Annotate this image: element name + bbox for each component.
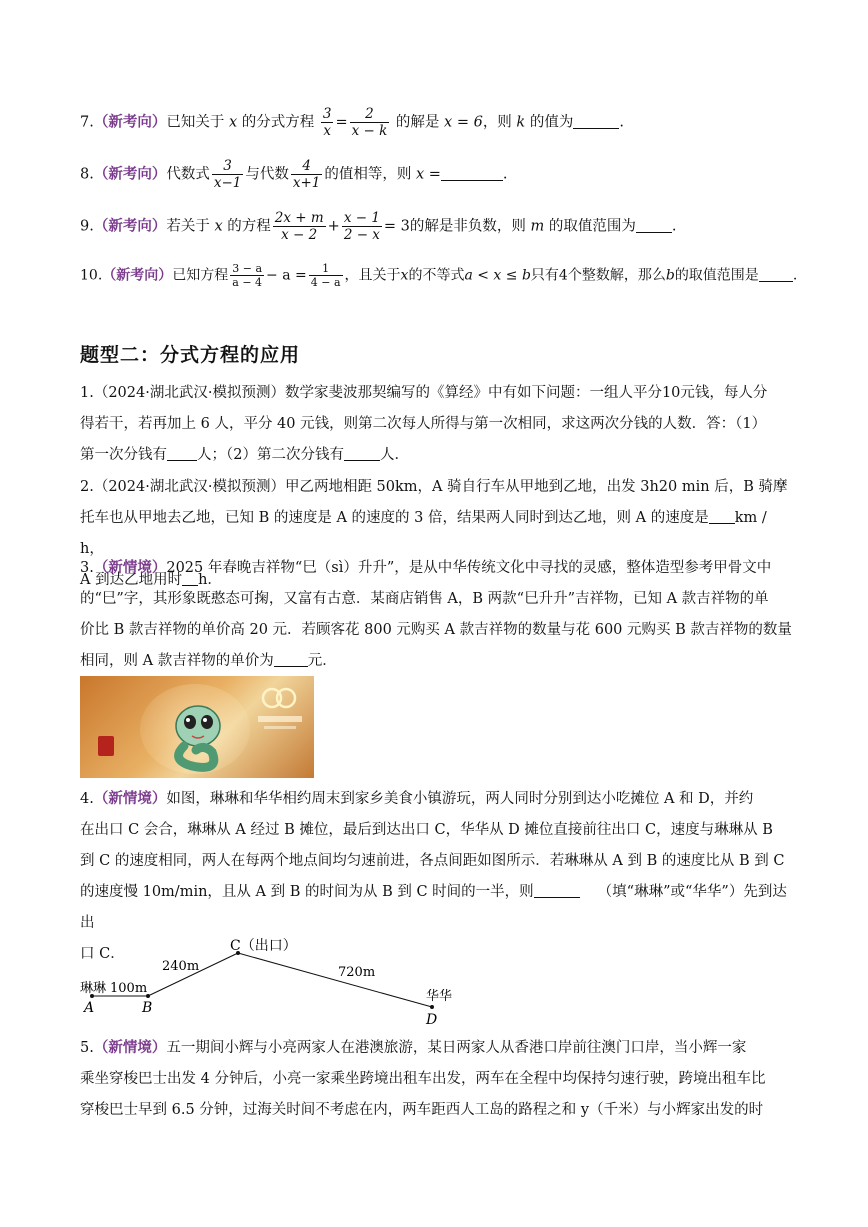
fraction [321, 106, 334, 139]
problem-text: 的方程 [227, 218, 271, 235]
variable: b [665, 267, 675, 284]
problem-text: ，且关于 [344, 267, 401, 284]
label-exit-c: C（出口） [230, 938, 297, 954]
problem-number: 10. [80, 267, 103, 284]
question-text: 口 C． [80, 946, 125, 962]
snake-mascot-illustration [80, 676, 314, 778]
question-text-line [80, 552, 795, 584]
fraction [212, 158, 244, 191]
question-text: 穿梭巴士早到 6.5 分钟，过海关时间不考虑在内，两车距西人工岛的路程之和 y（千米）与小辉家出发的时 [80, 1102, 764, 1118]
question-1 [80, 378, 795, 471]
equals-sign: = 3 [383, 218, 410, 235]
equals-sign: = [335, 114, 348, 131]
denominator: x [323, 123, 331, 139]
question-text: 价比 B 款吉祥物的单价高 20 元．若顾客花 800 元购买 A 款吉祥物的数量与花 600 元购买 B 款吉祥物的数量 [80, 622, 792, 638]
question-tag: （新情境） [93, 1039, 167, 1056]
problem-text: 的不等式 [408, 267, 465, 284]
problem-text: 的取值范围为 [548, 218, 636, 235]
question-text: 人；（2）第二次分钱有 [197, 447, 344, 463]
answer-blank[interactable] [636, 218, 672, 233]
question-text: 2025 年春晚吉祥物“巳（sì）升升”，是从中华传统文化中寻找的灵感，整体造型参考甲骨文中 [166, 560, 772, 576]
denominator: a − 4 [232, 276, 263, 289]
problem-text: 已知方程 [172, 267, 229, 284]
denominator: 4 − a [310, 276, 341, 289]
question-tag: （新情境） [93, 790, 167, 807]
problem-tag: （新考向） [93, 165, 167, 183]
denominator: x − 2 [281, 227, 318, 243]
question-text: 托车也从甲地去乙地，已知 B 的速度是 A 的速度的 3 倍，结果两人同时到达乙地，则 A 的速度是 [80, 510, 709, 526]
question-text: 如图，琳琳和华华相约周末到家乡美食小镇游玩，两人同时分别到达小吃摊位 A 和 D，并约 [166, 791, 754, 807]
question-text: A 到达乙地用时 [80, 572, 183, 588]
answer-blank[interactable] [167, 446, 197, 461]
problem-text: ，则 [482, 114, 512, 131]
problem-text: 代数式 [166, 166, 210, 183]
problem-text: 与代数 [245, 166, 289, 183]
fraction [342, 210, 382, 243]
question-text: 元． [307, 653, 337, 669]
question-text: 第一次分钱有 [80, 447, 167, 463]
section-title: 题型二：分式方程的应用 [80, 344, 301, 366]
problem-tag: （新考向） [93, 113, 167, 131]
problem-7 [80, 106, 808, 139]
problem-tag: （新考向） [93, 217, 167, 235]
label-point-a: A [84, 1000, 95, 1016]
route-diagram [80, 930, 500, 1030]
problem-8 [80, 158, 808, 191]
fraction [291, 158, 323, 191]
point-d [430, 1005, 434, 1009]
variable: m [530, 218, 545, 235]
fraction [273, 210, 326, 243]
question-text: 人． [379, 447, 409, 463]
problem-text: 的解是非负数，则 [409, 218, 526, 235]
denominator: x − k [351, 123, 388, 139]
answer-blank[interactable] [709, 509, 735, 524]
problem-9 [80, 210, 808, 243]
fraction [350, 106, 390, 139]
label-linlin: 琳琳 [80, 981, 107, 996]
label-240m: 240m [162, 959, 200, 974]
variable: x [214, 218, 223, 235]
numerator: 2 [350, 106, 390, 123]
period: . [792, 267, 798, 284]
question-tag: （新情境） [93, 559, 167, 576]
problem-text: 的值为 [529, 114, 574, 131]
question-text: 1.（2024·湖北武汉·模拟预测）数学家斐波那契编写的《算经》中有如下问题：一组人平分10元钱，每人分 [80, 385, 768, 401]
problem-text: 的解是 [395, 114, 440, 131]
question-text-line [80, 646, 795, 677]
problem-text: 只有4个整数解，那么 [530, 267, 666, 284]
problem-text: 的值相等，则 [324, 166, 412, 183]
red-seal-stamp [98, 736, 114, 756]
question-3 [80, 552, 795, 677]
label-100m: 100m [110, 981, 148, 996]
variable: x [228, 114, 238, 131]
variable: x = [415, 166, 441, 183]
question-number: 5. [80, 1040, 94, 1056]
question-5 [80, 1032, 795, 1126]
label-point-b: B [142, 1000, 153, 1016]
period: . [619, 114, 624, 131]
question-text: h． [198, 572, 222, 588]
numerator: 2x + m [274, 210, 324, 226]
period: . [502, 166, 508, 183]
label-point-d: D [426, 1012, 438, 1028]
segment-cd [238, 953, 432, 1007]
variable: k [516, 114, 526, 131]
problem-tag: （新考向） [102, 267, 173, 284]
problem-text: 已知关于 [166, 114, 225, 131]
numerator: 3 − a [232, 262, 263, 275]
denominator: 2 − x [343, 227, 380, 243]
problem-10 [80, 262, 808, 289]
question-text-line [80, 1032, 795, 1064]
problem-text: − a = [266, 267, 307, 284]
problem-number: 7. [80, 114, 94, 131]
question-text-line [80, 440, 795, 471]
question-text: （填“琳琳”或“华华”）先到达出 [80, 884, 787, 931]
solution-value: x = 6 [444, 114, 483, 131]
period: . [671, 218, 677, 235]
denominator: x+1 [292, 175, 321, 191]
numerator: 3 [322, 106, 332, 122]
numerator: 3 [212, 158, 244, 175]
label-huahua: 华华 [426, 989, 453, 1004]
problem-number: 8. [80, 166, 94, 183]
problem-number: 9. [80, 218, 94, 235]
question-text: 得若干，若再加上 6 人，平分 40 元钱，则第二次每人所得与第一次相同，求这两次分钱的人数．答：（1） [80, 416, 767, 432]
problem-text: 的取值范围是 [674, 267, 759, 284]
inequality: a < x ≤ b [464, 267, 531, 284]
plus-sign: + [327, 218, 340, 235]
numerator: x − 1 [343, 210, 380, 226]
denominator: x−1 [213, 175, 242, 191]
question-text: 相同，则 A 款吉祥物的单价为 [80, 653, 274, 669]
problem-text: 若关于 [166, 218, 210, 235]
question-text-line [80, 783, 795, 815]
mascot-photo [80, 676, 314, 778]
numerator: 1 [309, 262, 343, 276]
fraction [230, 262, 264, 289]
numerator: 4 [291, 158, 323, 175]
question-text: 五一期间小辉与小亮两家人在港澳旅游，某日两家人从香港口岸前往澳门口岸，当小辉一家 [166, 1040, 747, 1056]
answer-blank[interactable] [344, 446, 380, 461]
question-number: 3. [80, 560, 94, 576]
label-720m: 720m [338, 965, 376, 980]
answer-blank[interactable] [759, 267, 793, 282]
answer-blank[interactable] [441, 166, 503, 181]
question-text: 到 C 的速度相同，两人在每两个地点间均匀速前进，各点间距如图所示．若琳琳从 A 到 B 的速度比从 B 到 C [80, 853, 785, 869]
problem-text: 的分式方程 [241, 114, 315, 131]
fraction [309, 262, 343, 289]
answer-blank[interactable] [573, 114, 619, 129]
question-text: 的“巳”字，其形象既憨态可掬，又富有古意．某商店销售 A，B 两款“巳升升”吉祥物，已知 A 款吉祥物的单 [80, 591, 769, 607]
question-text: 在出口 C 会合，琳琳从 A 经过 B 摊位，最后到达出口 C，华华从 D 摊位直接前往出口 C，速度与琳琳从 B [80, 822, 773, 838]
question-number: 4. [80, 791, 94, 807]
variable: x [400, 267, 409, 284]
answer-blank[interactable] [534, 883, 580, 898]
question-text: 乘坐穿梭巴士出发 4 分钟后，小亮一家乘坐跨境出租车出发，两车在全程中均保持匀速行驶，跨境出租车比 [80, 1071, 766, 1087]
question-text: 的速度慢 10m/min，且从 A 到 B 的时间为从 B 到 C 时间的一半，则 [80, 884, 534, 900]
question-text: km / h， [80, 510, 767, 557]
answer-blank[interactable] [274, 652, 308, 667]
question-text: 2.（2024·湖北武汉·模拟预测）甲乙两地相距 50km，A 骑自行车从甲地到乙地，出发 3h20 min 后，B 骑摩 [80, 479, 788, 495]
